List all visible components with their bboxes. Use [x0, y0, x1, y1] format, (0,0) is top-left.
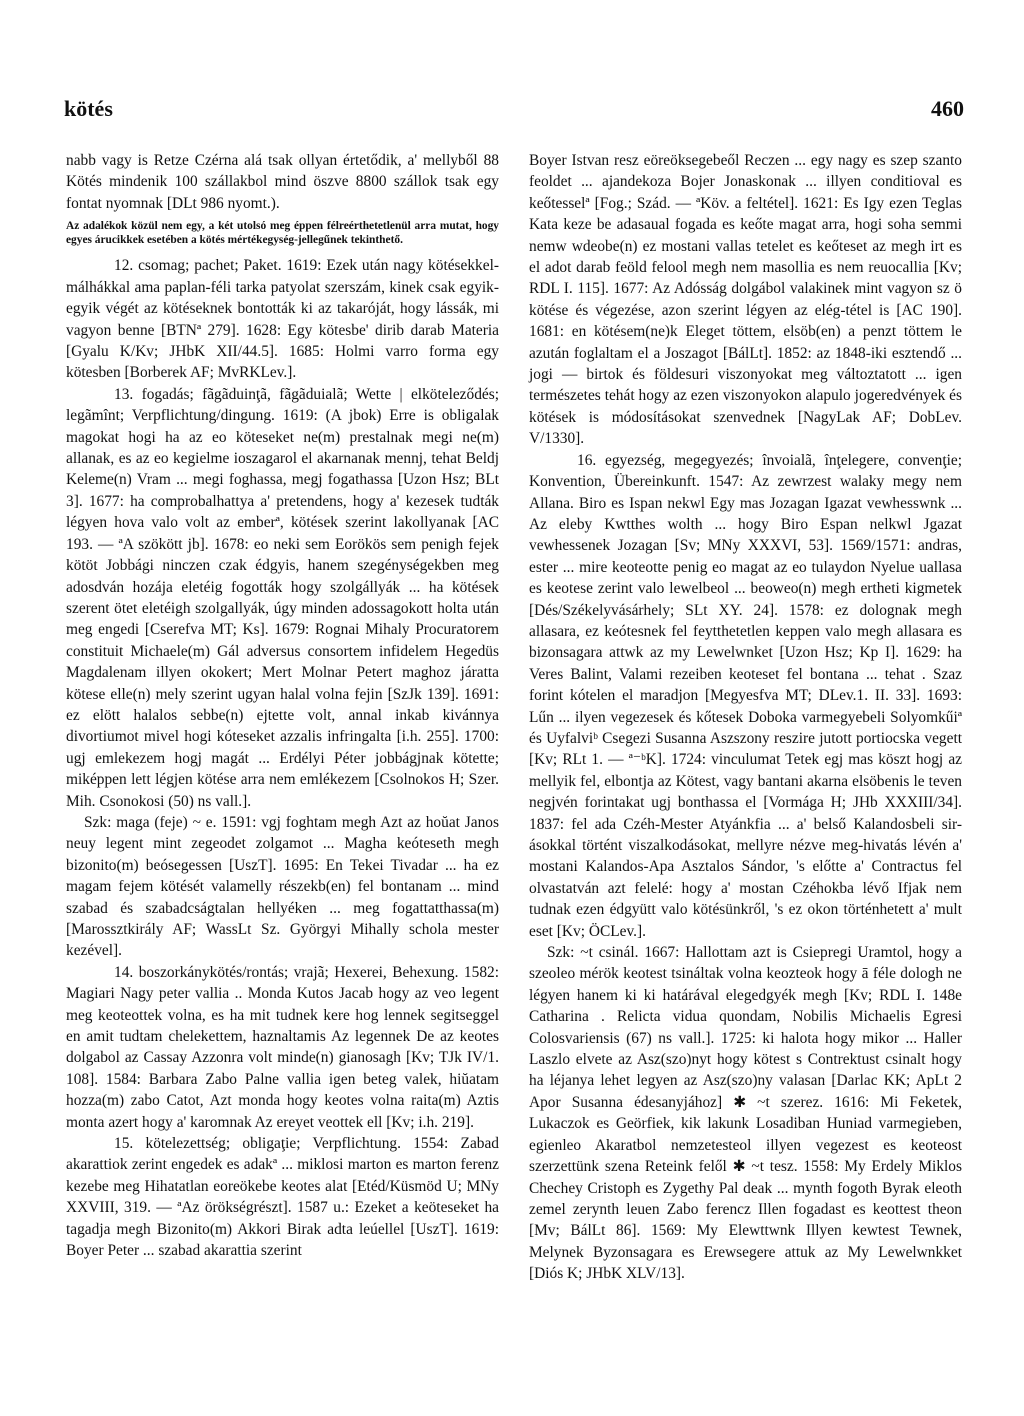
paragraph: nabb vagy is Retze Czérna alá tsak ollyan értetődik, a' mellyből 88 Kötés mindenik 100 szállakbol mind öszve 8800 szállok tsak egy fontat nyomnak [DLt 986 nyomt.).: [66, 152, 499, 212]
phrase-paragraph: Szk: maga (feje) ~ e. 1591: vgj foghtam megh Azt az hoŭat Janos neuy legent mint zegeodet zolgamot ... Magha keóteseth megh bizonito(m) beósegessen [UszT]. 1695: En Tekei Tivadar ... ha ez magam fejem kötését valamelly részekb(en) fel bontanam ... mind szabad és szabadcságtalan hellyéken ... meg fogattatthassa(m) [Marossztkirály AF; WassLt Sz. Györgyi Mihally schola mester kezével].: [66, 813, 499, 960]
page-header: [64, 96, 964, 126]
running-headword: kötés: [64, 96, 113, 121]
phrase-paragraph: Szk: ~t csinál. 1667: Hallottam azt is Csiepregi Uramtol, hogy a szeoleo mérök keotest tsináltak volna keozteok hogy ā féle dologh ne légyen hanem ki ki határával elegedgyék megh [Kv; RDL I. 148e Catharina . Relicta vidua quondam, Nobilis Michaelis Egresi Colosvariensis (67) ns vall.]. 1725: ki halota hogy mikor ... Haller Laszlo elvete az Asz(szo)nyt hogy kötest s Contrektust csinalt hogy ha léjanya lehet legyen az Asz(szo)ny valasan [Darlac KK; ApLt 2 Apor Susanna édesanyjához] ✱ ~t szerez. 1616: Mi Feketek, Lukaczok es Geörfiek, kik lakunk Losadiban Huniad varmegieben, egienleo Akaratbol nemzetesteol illyen vegezest es keoteost szerzettünk szena Reteink felől ✱ ~t tesz. 1558: My Erdely Miklos Chechey Cristoph es Zygethy Pal deak ... mynth fogoth Byrak eleoth zemel zerynth leuen Zabo ferencz Illen fogadast es keottest theon [Mv; BálLt 86]. 1569: My Elewttwnk Illyen kewtest Tewnek, Melynek Byzonsagara es Erewsegere attuk az My Lewelwnkket [Diós K; JHbK XLV/13].: [529, 944, 962, 1283]
sense-16-paragraph: 16. egyezség, megegyezés; învoialã, înţelegere, convenţie; Konvention, Übereinkunft. 1547: Az zewrzest walaky megy nem Allana. Biro es Ispan nekwl Egy mas Jozagan Igazat vewhesswnk ... Az eleby Kwtthes wolth ... hogy Biro Espan nelkwl Jgazat vewhessenek Jozagan [Sv; MNy XXXVI, 53]. 1569/1571: andras, ester ... mire keoteotte penig eo magat az eo tulaydon Nyelue uallasa es keotese zerint valo lewelbeol ... beoweo(n) megh ertheti kigmetek [Dés/Székelyvásárhely; SLt XY. 24]. 1578: ez dolognak megh allasara, ez keótesnek fel feytthetetlen keppen valo megh allasara es bizonsagara attwk az my Lewelwnket [Uzon Hsz; Kp I]. 1629: ha Veres Balint, Valami rezeiben keoteset fel bontana ... tehat . Szaz forint kótelen el maradjon [Megyesfva MT; DLev.1. II. 33]. 1693: Lűn ... ilyen vegezesek és kőtesek Doboka varmegyebeli Solyomkűiª és Uyfalviᵇ Csegezi Susanna Aszszony reszire jutott portiocska vegett [Kv; RLt 1. — ª⁻ᵇK]. 1724: vinculumat Tetek egj mas köszt hogj az mellyik fel, elbontja az Kötest, vagy bantani akarna elsöbenis le teven negjvén forintakat ugj bonthassa el [Vormága H; JHb XXXIII/34]. 1837: fel ada Czéh-Mester Atyánkfia ... a' belső Kalandosbeli sir-ásokkal történt viszalkodásokat, mellyre nézve meg-hivatás lévén a' mostani Kalandos-Apa Asztalos Sándor, 's előtte a' Contractus fel olvastatván azt felelé: hogy a' mostan Czéhokba lévő Ifjak nem tudnak ezen édgyütt valo kötésünkről, 's ez okon történhetett a' mult eset [Kv; ÖCLev.].: [529, 451, 962, 940]
sense-14-paragraph: 14. boszorkánykötés/rontás; vrajã; Hexerei, Behexung. 1582: Magiari Nagy peter vallia .. Monda Kutos Jacab hogy az veo legent meg keoteottek volna, es ha mit tudnek kere hog lennek segitseggel en amit tudtam chelekettem, haznaltamis Az legennek De az keotes dolgabol az Cassay Azzonra volt minde(n) gianosagh [Kv; TJk IV/1. 108]. 1584: Barbara Zabo Palne vallia igen beteg valek, hiŭatam hozza(m) zabo Catot, Azt monda hogy keotes volna raita(m) Aztis monta azert hogy a' karomnak Az ereyet veottek ell [Kv; i.h. 219].: [66, 963, 499, 1131]
page-number: 460: [931, 96, 964, 121]
sense-12-paragraph: 12. csomag; pachet; Paket. 1619: Ezek után nagy kötésekkel-málhákkal ama paplan-féli tarka patyolat szerszám, kinek csak egyik-egyik végét az kötéseknek bontották ki az takaróját, hogy lássák, mi vagyon benne [BTNª 279]. 1628: Egy kötesbe' dirib darab Materia [Gyalu K/Kv; JHbK XII/44.5]. 1685: Holmi varro forma egy kötesben [Borberek AF; MvRKLev.].: [66, 257, 499, 382]
paragraph: Boyer Istvan resz eöreöksegebeől Reczen ... egy nagy es szep szanto feoldet ... ajandekoza Bojer Jonaskonak ... illyen conditioval es keőtesselª [Fog.; Szád. — ªKöv. a feltétel]. 1621: Es Igy ezen Teglas Kata keze be adasaual fogada es keőte magat arra, hogi soha semmi nemw wdeobe(n) ez mostani vallas tetelet es keőteset az megh irt es el adot darab feöld felool megh nem masollia es nem reuocallia [Kv; RDL I. 115]. 1677: Az Adósság dolgábol valakinek mint vagyon sz ö kötése és végezése, azon szerint légyen az elég-tétel is [AC 190]. 1681: en kötésem(ne)k Eleget töttem, elsöb(en) a penzt töttem le azután foglaltam el a Joszagot [BálLt]. 1852: az 1848-iki esztendő ... jogi — birtok és földesuri viszonyokat meg változtatott ... igen természetes tehát hogy az ezen viszonyokon alapulo jogeredvények és kötések is módosításokat szenvednek [NagyLak AF; DobLev. V/1330].: [529, 152, 962, 448]
sense-13-paragraph: 13. fogadás; fãgãduinţã, fãgãduialã; Wette | elköteleződés; legãmînt; Verpflichtung/dingung. 1619: (A jbok) Erre is obligalak magokat hogi ha az eo köteseket ne(m) prestalnak megi ne(m) allanak, es az eo kegielme ioszagarol el akarnanak mennj, tehat Beldj Keleme(n) Vram ... megi foghassa, megj fogathassa [Uzon Hsz; BLt 3]. 1677: ha comprobalhattya a' pretendens, hogy a' kezesek tudták légyen hova valo volt az emberª, kötések szerint lakollyanak [AC 193. — ªA szökött jb]. 1678: eo neki sem Eorökös sem penigh fejek kötöt Jobbági ninczen czak édgyis, hanem szegénységekben meg adosdván hozája eletéig fogották hogy szolgállyák ... ha kötések szerent ötet eletéigh szolgallyák, úgy minden adossagokott holta után meg engedi [Cserefva MT; Ks]. 1679: Rognai Mihaly Procuratorem constituit Michaele(m) Gál adversus consortem infidelem Hegedüs Magdalenam illyen okokert; Mert Molnar Petert maghoz járatta kötese elle(n) mely szerint ugyan halal volna fejin [SzJk 139]. 1691: ez elött halalos sebbe(n) ejtette volt, annal inkab kivánnya divortiumot mivel hogi kóteseket azzalis infringalta [i.h. 255]. 1700: ugj emlekezem hogj magát ... Erdélyi Péter jobbágjnak kötette; miképpen lett légjen kötése arra nem emlékezem [Csolnokos H; Szer. Mih. Csonokosi (50) ns vall.].: [66, 385, 499, 810]
right-column: [529, 150, 962, 1285]
sense-15-paragraph: 15. kötelezettség; obligaţie; Verpflichtung. 1554: Zabad akarattiok zerint engedek es adakª ... miklosi marton es marton ferenz kezebe meg Hihatatlan eoreökebe keotes alat [Etéd/Küsmöd U; MNy XXVIII, 319. — ªAz örökségrészt]. 1587 u.: Ezeket a keöteseket ha tagadja megh Bizonito(m) Akkori Birak adta leúellel [UszT]. 1619: Boyer Peter ... szabad akarattia szerint: [66, 1135, 499, 1260]
left-column: [66, 150, 499, 1262]
editorial-note: Az adalékok közül nem egy, a két utolsó meg éppen félreérthetetlenül arra mutat, hogy egyes árucikkek esetében a kötés mértékegység-jellegűnek tekinthető.: [66, 220, 499, 246]
